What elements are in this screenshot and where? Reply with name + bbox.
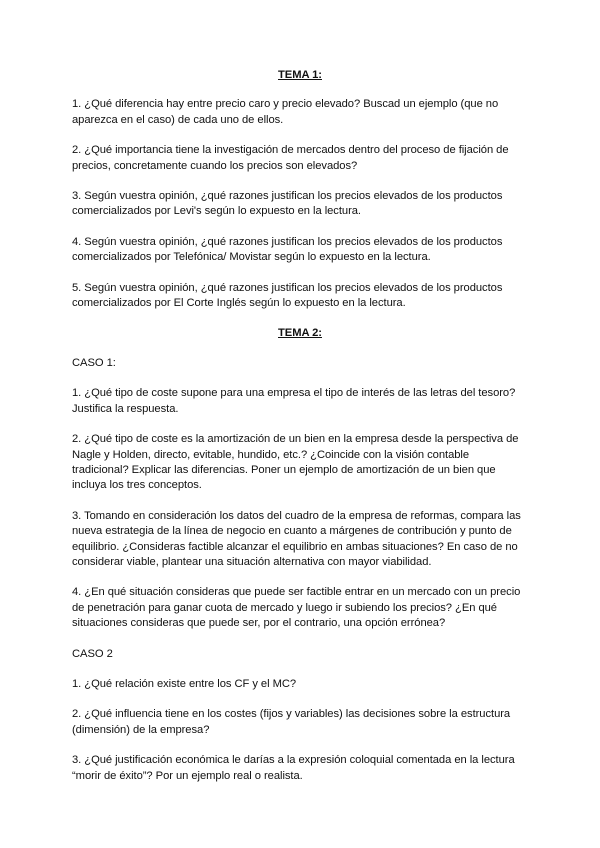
caso1-question-3: 3. Tomando en consideración los datos del cuadro de la empresa de reformas, compara las nueva estrategia de la línea de negocio en cuanto a márgenes de contribución y punto de equilibrio. ¿Consideras factible alcanzar el equilibrio en ambas situaciones? En caso de no considerar viable, plantear una situación alternativa con mayor viabilidad.: [72, 509, 521, 568]
tema1-heading: TEMA 1:: [278, 69, 322, 81]
tema1-question-2: 2. ¿Qué importancia tiene la investigación de mercados dentro del proceso de fijación de precios, concretamente cuando los precios son elevados?: [72, 144, 509, 172]
tema1-question-5: 5. Según vuestra opinión, ¿qué razones justifican los precios elevados de los productos comercializados por El Corte Inglés según lo expuesto en la lectura.: [72, 281, 503, 310]
caso2-question-1: 1. ¿Qué relación existe entre los CF y el MC?: [72, 677, 297, 690]
document-content: [72, 68, 528, 784]
tema1-question-4: 4. Según vuestra opinión, ¿qué razones justifican los precios elevados de los productos comercializados por Telefónica/ Movistar según lo expuesto en la lectura.: [72, 235, 503, 264]
caso1-question-2: 2. ¿Qué tipo de coste es la amortización de un bien en la empresa desde la perspectiva de Nagle y Holden, directo, evitable, hundido, etc.? ¿Coincide con la visión contable tradicional? Explicar las diferencias. Poner un ejemplo de amortización de un bien que incluya los tres conceptos.: [72, 433, 519, 492]
tema2-heading: TEMA 2:: [278, 327, 322, 340]
tema1-question-3: 3. Según vuestra opinión, ¿qué razones justifican los precios elevados de los productos comercializados por Levi's según lo expuesto en la lectura.: [72, 190, 503, 218]
caso2-question-3: 3. ¿Qué justificación económica le darías a la expresión coloquial comentada en la lectura “morir de éxito”? Por un ejemplo real o realista.: [72, 754, 515, 782]
caso1-question-4: 4. ¿En qué situación consideras que puede ser factible entrar en un mercado con un precio de penetración para ganar cuota de mercado y luego ir subiendo los precios? ¿En qué situaciones consideras que puede ser, por el contrario, una opción errónea?: [72, 586, 521, 630]
caso2-label: CASO 2: [72, 647, 113, 660]
tema1-question-1: 1. ¿Qué diferencia hay entre precio caro y precio elevado? Buscad un ejemplo (que no aparezca en el caso) de cada uno de ellos.: [72, 98, 499, 126]
caso1-question-1: 1. ¿Qué tipo de coste supone para una empresa el tipo de interés de las letras del tesoro? Justifica la respuesta.: [72, 387, 516, 415]
caso2-question-2: 2. ¿Qué influencia tiene en los costes (fijos y variables) las decisiones sobre la estructura (dimensión) de la empresa?: [72, 708, 511, 736]
caso1-label: CASO 1:: [72, 356, 116, 369]
